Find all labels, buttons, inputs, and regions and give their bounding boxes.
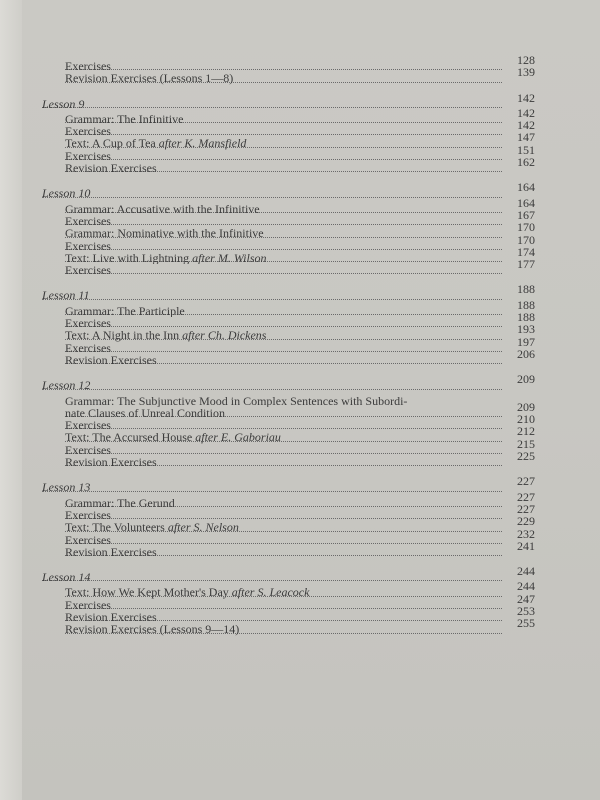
- entry-text: Exercises: [65, 149, 111, 163]
- entry-author: after Ch. Dickens: [182, 329, 267, 342]
- entry-title: [65, 60, 502, 72]
- entry-title: [42, 481, 502, 493]
- dot-leader: [65, 249, 502, 250]
- previous-page-edge: [0, 0, 23, 800]
- entry-title: [65, 252, 502, 264]
- toc-entry[interactable]: [22, 616, 600, 636]
- entry-text: Revision Exercises: [65, 162, 157, 175]
- page-number: 227: [517, 474, 535, 489]
- entry-title: [65, 395, 502, 407]
- page-number: 229: [517, 514, 535, 529]
- toc-entry[interactable]: [22, 346, 600, 367]
- entry-title: [65, 72, 502, 84]
- toc-entry[interactable]: [22, 65, 600, 85]
- page-number: 206: [517, 346, 535, 361]
- entry-author: after S. Leacock: [231, 586, 310, 599]
- page-number: 188: [517, 310, 535, 325]
- entry-text: Revision Exercises (Lessons 9—14): [65, 623, 240, 636]
- entry-text: Grammar: Nominative with the Infinitive: [65, 227, 264, 240]
- entry-author: after M. Wilson: [192, 251, 267, 265]
- dot-leader: [42, 580, 502, 581]
- entry-text: Grammar: Accusative with the Infinitive: [65, 202, 260, 215]
- entry-text: Exercises: [65, 60, 111, 73]
- page-number: 188: [517, 282, 535, 297]
- table-of-contents: [22, 53, 600, 636]
- page-number: 142: [517, 105, 535, 120]
- page-number: 225: [517, 449, 535, 464]
- entry-title: [65, 227, 502, 239]
- entry-title: [42, 379, 502, 391]
- page-number: 244: [517, 579, 535, 594]
- entry-text: Text: Live with Lightning: [65, 251, 190, 265]
- entry-title: [65, 431, 502, 443]
- entry-title: [65, 419, 502, 431]
- dot-leader: [65, 273, 502, 274]
- page-number: 147: [517, 130, 535, 145]
- entry-title: [65, 509, 502, 521]
- page-number: 162: [517, 155, 535, 170]
- page-number: 142: [517, 118, 535, 133]
- entry-title: [65, 354, 502, 366]
- entry-title: [42, 289, 502, 301]
- page-number: 188: [517, 297, 535, 312]
- entry-text: Exercises: [65, 443, 111, 457]
- entry-title: [65, 546, 502, 558]
- entry-text: Exercises: [65, 264, 111, 277]
- dot-leader: [65, 69, 502, 70]
- page-number: 209: [517, 399, 535, 414]
- entry-text: Revision Exercises: [65, 545, 157, 559]
- entry-text: Text: The Accursed House: [65, 431, 193, 444]
- entry-title: [65, 534, 502, 546]
- dot-leader: [65, 326, 502, 327]
- page-number: 164: [517, 195, 535, 210]
- entry-text: Text: How We Kept Mother's Day: [65, 586, 229, 599]
- entry-text: Exercises: [65, 317, 111, 330]
- entry-text: Exercises: [65, 533, 111, 546]
- entry-author: after E. Gaboriau: [195, 431, 281, 444]
- entry-title: [65, 317, 502, 329]
- entry-text: Lesson 9: [42, 97, 85, 110]
- dot-leader: [42, 389, 502, 390]
- entry-text: Lesson 10: [42, 187, 91, 200]
- page-number: 139: [517, 65, 535, 80]
- page-number: 128: [517, 53, 535, 67]
- entry-text: Grammar: The Participle: [65, 304, 185, 318]
- dot-leader: [42, 299, 502, 300]
- entry-title: [65, 623, 502, 635]
- toc-entry[interactable]: [22, 449, 600, 469]
- dot-leader: [65, 159, 502, 160]
- entry-title: [42, 571, 502, 583]
- entry-title: [65, 407, 502, 419]
- entry-title: [65, 264, 502, 276]
- page-number: 215: [517, 436, 535, 451]
- entry-text: Exercises: [65, 598, 111, 611]
- entry-title: [65, 444, 502, 456]
- dot-leader: [65, 453, 502, 454]
- entry-text: Lesson 12: [42, 379, 91, 392]
- entry-title: [65, 611, 502, 623]
- entry-text: Revision Exercises: [65, 456, 157, 469]
- entry-title: [65, 203, 502, 215]
- lesson-heading[interactable]: [22, 372, 600, 392]
- page-number: 227: [517, 489, 535, 504]
- dot-leader: [65, 543, 502, 544]
- entry-author: after S. Nelson: [167, 521, 239, 534]
- entry-title: [42, 98, 502, 110]
- page-number: 241: [517, 538, 535, 553]
- entry-text: Text: A Night in the Inn: [65, 329, 180, 342]
- page-number: 255: [517, 616, 535, 631]
- entry-text: Exercises: [65, 125, 111, 138]
- entry-text: Text: A Cup of Tea: [65, 137, 156, 150]
- entry-title: [65, 137, 502, 149]
- page-number: 193: [517, 322, 535, 337]
- entry-text: Exercises: [65, 239, 111, 252]
- page-number: 177: [517, 257, 535, 272]
- entry-title: [65, 240, 502, 252]
- page-number: 142: [517, 90, 535, 105]
- page-number: 164: [517, 180, 535, 195]
- dot-leader: [65, 608, 502, 609]
- entry-text: Exercises: [65, 508, 111, 522]
- dot-leader: [42, 197, 502, 198]
- entry-text: Exercises: [65, 214, 111, 228]
- page-number: 167: [517, 207, 535, 222]
- entry-text: Exercises: [65, 341, 111, 354]
- page-number: 247: [517, 591, 535, 606]
- dot-leader: [65, 518, 502, 519]
- dot-leader: [42, 491, 502, 492]
- entry-author: after K. Mansfield: [158, 137, 247, 150]
- page-number: 170: [517, 232, 535, 247]
- page-number: 209: [517, 372, 535, 387]
- entry-title: [65, 113, 502, 125]
- page-number: 170: [517, 220, 535, 235]
- dot-leader: [65, 134, 502, 135]
- toc-entry[interactable]: [22, 155, 600, 175]
- entry-title: [65, 162, 502, 174]
- entry-title: [65, 215, 502, 227]
- dot-leader: [42, 107, 502, 108]
- dot-leader: [65, 351, 502, 352]
- page-number: 244: [517, 564, 535, 579]
- toc-entry[interactable]: [22, 538, 600, 559]
- entry-text: Grammar: The Subjunctive Mood in Complex Sentences with Subordi-: [65, 394, 408, 407]
- entry-text: Revision Exercises: [65, 610, 157, 624]
- page-number: 197: [517, 334, 535, 349]
- entry-title: [65, 125, 502, 137]
- entry-title: [65, 329, 502, 341]
- page-number: 253: [517, 603, 535, 618]
- entry-text: Revision Exercises (Lessons 1—8): [65, 72, 234, 85]
- entry-title: [65, 497, 502, 509]
- entry-text: nate Clauses of Unreal Condition: [65, 406, 225, 420]
- entry-text: Grammar: The Gerund: [65, 496, 175, 509]
- entry-title: [65, 456, 502, 468]
- dot-leader: [65, 224, 502, 225]
- entry-text: Text: The Volunteers: [65, 521, 165, 534]
- page-number: 212: [517, 424, 535, 439]
- entry-title: [65, 586, 502, 598]
- entry-title: [65, 342, 502, 354]
- entry-text: Lesson 13: [42, 481, 91, 494]
- entry-text: Lesson 11: [42, 289, 90, 302]
- page-number: 232: [517, 526, 535, 541]
- book-page: [22, 0, 600, 800]
- page-number: 174: [517, 244, 535, 259]
- entry-text: Lesson 14: [42, 571, 91, 584]
- entry-text: Exercises: [65, 419, 111, 432]
- entry-title: [65, 305, 502, 317]
- entry-title: [65, 521, 502, 533]
- page-number: 151: [517, 142, 535, 157]
- entry-title: [65, 150, 502, 162]
- dot-leader: [65, 428, 502, 429]
- page-number: 210: [517, 412, 535, 427]
- entry-text: Grammar: The Infinitive: [65, 112, 184, 126]
- page-number: 227: [517, 501, 535, 516]
- entry-title: [42, 187, 502, 199]
- entry-title: [65, 599, 502, 611]
- entry-text: Revision Exercises: [65, 353, 157, 367]
